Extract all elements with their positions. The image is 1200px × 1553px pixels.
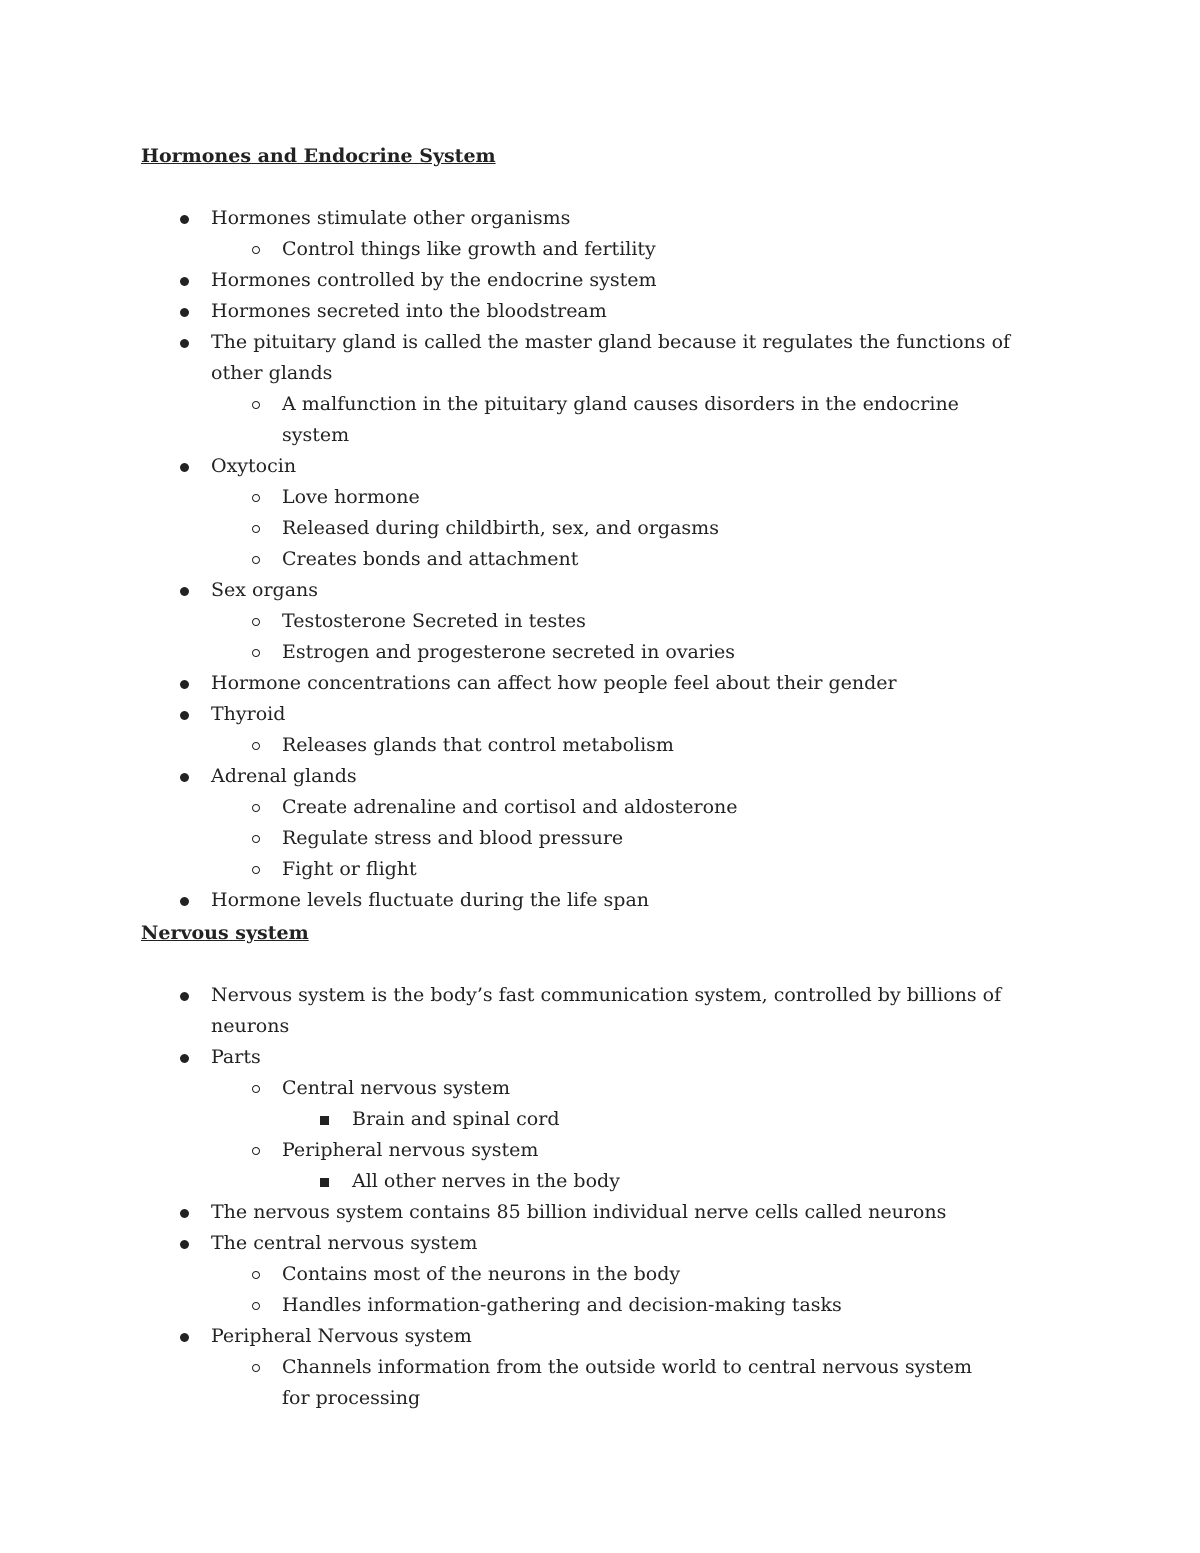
list-item-text: Channels information from the outside world to central nervous system for processing (282, 1356, 973, 1409)
list-item (0, 451, 1051, 482)
list-item (0, 1290, 1002, 1321)
bullet-circle-icon (252, 866, 260, 874)
bullet-dot-icon (180, 680, 189, 689)
bullet-dot-icon (180, 339, 189, 348)
list-item (0, 1166, 992, 1197)
list-item-text: Hormones controlled by the endocrine system (211, 269, 657, 291)
list-item-text: Releases glands that control metabolism (282, 734, 674, 756)
list-item (0, 1135, 1002, 1166)
list-item-text: The central nervous system (211, 1232, 478, 1254)
list-item-text: Create adrenaline and cortisol and aldosterone (282, 796, 738, 818)
list-item-text: Hormone levels fluctuate during the life span (211, 889, 650, 911)
bullet-circle-icon (252, 618, 260, 626)
list-item-text: Oxytocin (211, 455, 297, 477)
bullet-circle-icon (252, 494, 260, 502)
list-item (0, 544, 1002, 575)
list-item (0, 1042, 1051, 1073)
bullet-dot-icon (180, 1240, 189, 1249)
bullet-circle-icon (252, 804, 260, 812)
list-item-text: Nervous system is the body’s fast communication system, controlled by billions of neurons (211, 984, 1002, 1037)
bullet-circle-icon (252, 1085, 260, 1093)
nervous-system-list (0, 980, 1200, 1414)
bullet-circle-icon (252, 1302, 260, 1310)
list-item (0, 296, 1051, 327)
list-item (0, 1104, 992, 1135)
section-heading-nervous-system: Nervous system (141, 922, 309, 944)
bullet-square-icon (320, 1178, 329, 1187)
list-item (0, 792, 1002, 823)
bullet-circle-icon (252, 649, 260, 657)
list-item (0, 1228, 1051, 1259)
bullet-dot-icon (180, 1333, 189, 1342)
list-item (0, 1321, 1051, 1352)
list-item (0, 1073, 1002, 1104)
bullet-dot-icon (180, 711, 189, 720)
bullet-dot-icon (180, 587, 189, 596)
bullet-circle-icon (252, 835, 260, 843)
list-item-text: Released during childbirth, sex, and orgasms (282, 517, 719, 539)
list-item-text: Creates bonds and attachment (282, 548, 579, 570)
bullet-dot-icon (180, 308, 189, 317)
list-item-text: Testosterone Secreted in testes (282, 610, 586, 632)
bullet-dot-icon (180, 1209, 189, 1218)
bullet-circle-icon (252, 1271, 260, 1279)
list-item (0, 668, 1051, 699)
list-item-text: All other nerves in the body (352, 1170, 620, 1192)
list-item (0, 1197, 1051, 1228)
list-item-text: Estrogen and progesterone secreted in ovaries (282, 641, 736, 663)
bullet-circle-icon (252, 1147, 260, 1155)
bullet-dot-icon (180, 1054, 189, 1063)
list-item-text: The nervous system contains 85 billion individual nerve cells called neurons (211, 1201, 947, 1223)
list-item (0, 699, 1051, 730)
bullet-square-icon (320, 1116, 329, 1125)
list-item-text: Peripheral Nervous system (211, 1325, 472, 1347)
list-item-text: Handles information-gathering and decision-making tasks (282, 1294, 842, 1316)
bullet-dot-icon (180, 773, 189, 782)
list-item (0, 389, 1002, 451)
list-item-text: Adrenal glands (211, 765, 357, 787)
list-item (0, 575, 1051, 606)
bullet-circle-icon (252, 1364, 260, 1372)
list-item (0, 637, 1002, 668)
list-item-text: Sex organs (211, 579, 319, 601)
bullet-dot-icon (180, 463, 189, 472)
list-item-text: Brain and spinal cord (352, 1108, 560, 1130)
list-item (0, 203, 1051, 234)
list-item-text: A malfunction in the pituitary gland causes disorders in the endocrine system (282, 393, 959, 446)
list-item (0, 885, 1051, 916)
bullet-circle-icon (252, 246, 260, 254)
list-item (0, 234, 1002, 265)
list-item-text: Hormones secreted into the bloodstream (211, 300, 607, 322)
list-item (0, 482, 1002, 513)
list-item-text: Regulate stress and blood pressure (282, 827, 624, 849)
bullet-dot-icon (180, 277, 189, 286)
list-item-text: Contains most of the neurons in the body (282, 1263, 681, 1285)
list-item (0, 265, 1051, 296)
list-item-text: Thyroid (211, 703, 286, 725)
list-item (0, 823, 1002, 854)
list-item (0, 327, 1051, 389)
bullet-circle-icon (252, 556, 260, 564)
list-item-text: Love hormone (282, 486, 420, 508)
list-item (0, 761, 1051, 792)
list-item (0, 1352, 1002, 1414)
list-item (0, 730, 1002, 761)
list-item (0, 980, 1051, 1042)
list-item-text: The pituitary gland is called the master gland because it regulates the functions of other glands (211, 331, 1011, 384)
list-item-text: Hormones stimulate other organisms (211, 207, 571, 229)
bullet-circle-icon (252, 401, 260, 409)
list-item-text: Central nervous system (282, 1077, 511, 1099)
bullet-dot-icon (180, 992, 189, 1001)
list-item-text: Hormone concentrations can affect how people feel about their gender (211, 672, 897, 694)
list-item (0, 854, 1002, 885)
list-item-text: Peripheral nervous system (282, 1139, 539, 1161)
bullet-circle-icon (252, 525, 260, 533)
list-item (0, 606, 1002, 637)
list-item-text: Fight or flight (282, 858, 417, 880)
bullet-dot-icon (180, 215, 189, 224)
list-item (0, 513, 1002, 544)
bullet-dot-icon (180, 897, 189, 906)
section-heading-hormones: Hormones and Endocrine System (141, 145, 496, 167)
list-item-text: Parts (211, 1046, 261, 1068)
list-item-text: Control things like growth and fertility (282, 238, 656, 260)
hormones-list (0, 203, 1200, 916)
list-item (0, 1259, 1002, 1290)
bullet-circle-icon (252, 742, 260, 750)
